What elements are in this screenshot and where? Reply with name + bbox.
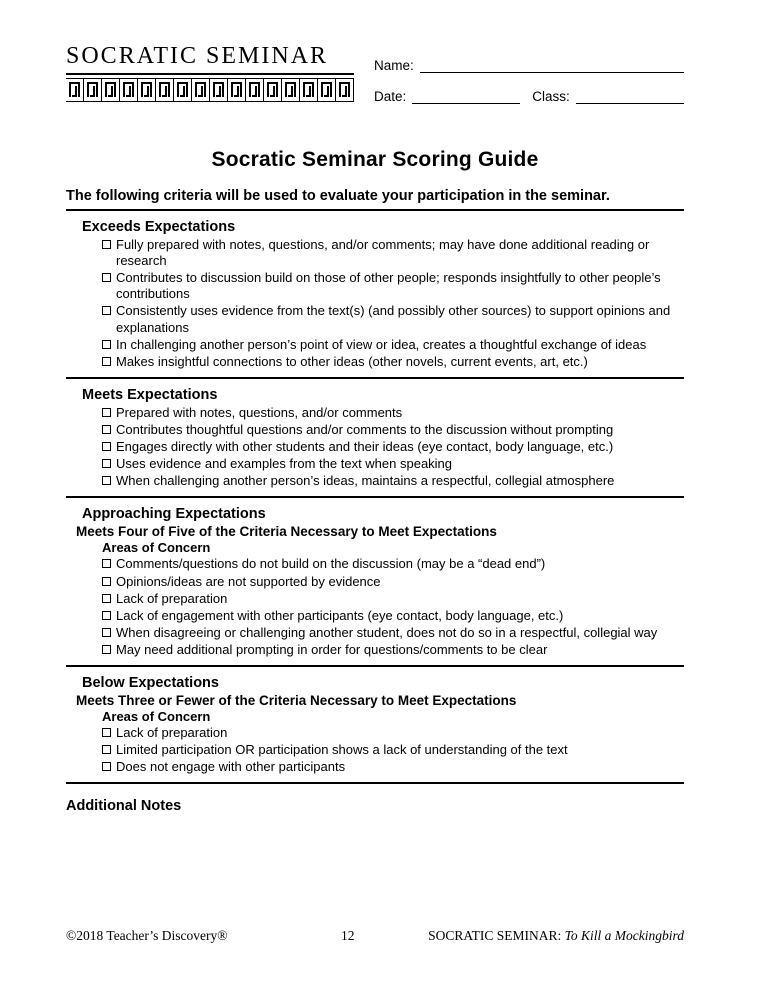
criteria-label: Contributes to discussion build on those of other people; responds insightfully to other people’s contributions	[116, 270, 661, 302]
section-heading: Approaching Expectations	[82, 506, 266, 523]
checkbox-icon[interactable]	[102, 728, 111, 737]
criteria-item[interactable]	[102, 642, 684, 658]
criteria-item[interactable]	[102, 725, 684, 741]
criteria-label: Fully prepared with notes, questions, and/or comments; may have done additional reading or research	[116, 237, 650, 269]
criteria-item[interactable]	[102, 742, 684, 758]
additional-notes-label: Additional Notes	[66, 798, 182, 815]
checkbox-icon[interactable]	[102, 442, 111, 451]
section-heading: Below Expectations	[82, 675, 219, 692]
criteria-item[interactable]	[102, 456, 684, 472]
criteria-item[interactable]	[102, 591, 684, 607]
criteria-label: Lack of engagement with other participants (eye contact, body language, etc.)	[116, 607, 564, 623]
section-exceeds-expectations	[66, 211, 684, 379]
criteria-item[interactable]	[102, 303, 684, 335]
footer-source-title: To Kill a Mockingbird	[564, 928, 684, 943]
logo-block	[66, 44, 354, 102]
checkbox-icon[interactable]	[102, 559, 111, 568]
footer-source	[428, 928, 684, 944]
checkbox-icon[interactable]	[102, 745, 111, 754]
criteria-label: May need additional prompting in order for questions/comments to be clear	[116, 641, 548, 657]
date-input[interactable]	[412, 89, 520, 104]
criteria-label: In challenging another person’s point of view or idea, creates a thoughtful exchange of ideas	[116, 336, 647, 352]
checkbox-icon[interactable]	[102, 273, 111, 282]
checkbox-icon[interactable]	[102, 577, 111, 586]
criteria-item[interactable]	[102, 337, 684, 353]
document-header	[66, 44, 684, 122]
checkbox-icon[interactable]	[102, 357, 111, 366]
areas-of-concern-label: Areas of Concern	[102, 540, 211, 556]
section-below-expectations	[66, 667, 684, 784]
greek-key-border-icon	[66, 78, 354, 102]
checkbox-icon[interactable]	[102, 611, 111, 620]
criteria-item[interactable]	[102, 422, 684, 438]
checkbox-icon[interactable]	[102, 459, 111, 468]
checkbox-icon[interactable]	[102, 762, 111, 771]
criteria-label: Limited participation OR participation shows a lack of understanding of the text	[116, 742, 568, 758]
date-label: Date:	[374, 89, 407, 104]
checkbox-icon[interactable]	[102, 594, 111, 603]
criteria-label: Uses evidence and examples from the text when speaking	[116, 456, 453, 472]
footer-page-number: 12	[341, 928, 355, 943]
criteria-item[interactable]	[102, 759, 684, 775]
intro-text: The following criteria will be used to evaluate your participation in the seminar.	[66, 188, 684, 211]
name-field-row	[374, 58, 684, 73]
criteria-item[interactable]	[102, 439, 684, 455]
criteria-list	[102, 405, 684, 490]
checkbox-icon[interactable]	[102, 476, 111, 485]
criteria-label: Engages directly with other students and their ideas (eye contact, body language, etc.)	[116, 439, 614, 455]
criteria-label: Prepared with notes, questions, and/or comments	[116, 404, 403, 420]
footer-copyright: ©2018 Teacher’s Discovery®	[66, 928, 228, 943]
section-subheading: Meets Three or Fewer of the Criteria Necessary to Meet Expectations	[76, 693, 517, 709]
criteria-item[interactable]	[102, 237, 684, 269]
checkbox-icon[interactable]	[102, 425, 111, 434]
document-content	[66, 44, 684, 814]
checkbox-icon[interactable]	[102, 340, 111, 349]
checkbox-icon[interactable]	[102, 628, 111, 637]
criteria-label: When challenging another person’s ideas, maintains a respectful, collegial atmosphere	[116, 473, 615, 489]
section-subheading: Meets Four of Five of the Criteria Necessary to Meet Expectations	[76, 524, 497, 540]
class-label: Class:	[532, 89, 570, 104]
criteria-list	[102, 556, 684, 658]
criteria-label: Lack of preparation	[116, 590, 228, 606]
criteria-item[interactable]	[102, 270, 684, 302]
logo-title: SOCRATIC SEMINAR	[66, 44, 354, 75]
class-input[interactable]	[576, 89, 684, 104]
criteria-item[interactable]	[102, 354, 684, 370]
date-class-field-row	[374, 89, 684, 104]
name-input[interactable]	[420, 58, 684, 73]
section-heading: Meets Expectations	[82, 386, 218, 403]
name-label: Name:	[374, 58, 414, 73]
checkbox-icon[interactable]	[102, 240, 111, 249]
criteria-label: Does not engage with other participants	[116, 759, 346, 775]
checkbox-icon[interactable]	[102, 306, 111, 315]
areas-of-concern-label: Areas of Concern	[102, 709, 211, 725]
criteria-item[interactable]	[102, 405, 684, 421]
section-heading: Exceeds Expectations	[82, 219, 236, 235]
criteria-label: Consistently uses evidence from the text(s) (and possibly other sources) to support opinions and explanations	[116, 303, 671, 335]
student-fields	[374, 44, 684, 120]
criteria-list	[102, 237, 684, 370]
criteria-list	[102, 725, 684, 775]
criteria-label: Opinions/ideas are not supported by evidence	[116, 573, 381, 589]
checkbox-icon[interactable]	[102, 645, 111, 654]
criteria-label: Lack of preparation	[116, 725, 228, 741]
criteria-label: Makes insightful connections to other ideas (other novels, current events, art, etc.)	[116, 353, 588, 369]
criteria-label: Comments/questions do not build on the discussion (may be a “dead end”)	[116, 556, 546, 572]
criteria-label: When disagreeing or challenging another student, does not do so in a respectful, collegial way	[116, 624, 658, 640]
checkbox-icon[interactable]	[102, 408, 111, 417]
section-meets-expectations	[66, 379, 684, 499]
criteria-item[interactable]	[102, 625, 684, 641]
document-footer	[66, 928, 684, 944]
criteria-item[interactable]	[102, 473, 684, 489]
criteria-item[interactable]	[102, 556, 684, 572]
footer-source-prefix: SOCRATIC SEMINAR:	[428, 928, 565, 943]
page-title: Socratic Seminar Scoring Guide	[211, 148, 539, 171]
criteria-item[interactable]	[102, 608, 684, 624]
section-approaching-expectations	[66, 498, 684, 667]
criteria-label: Contributes thoughtful questions and/or comments to the discussion without prompting	[116, 421, 614, 437]
criteria-item[interactable]	[102, 574, 684, 590]
